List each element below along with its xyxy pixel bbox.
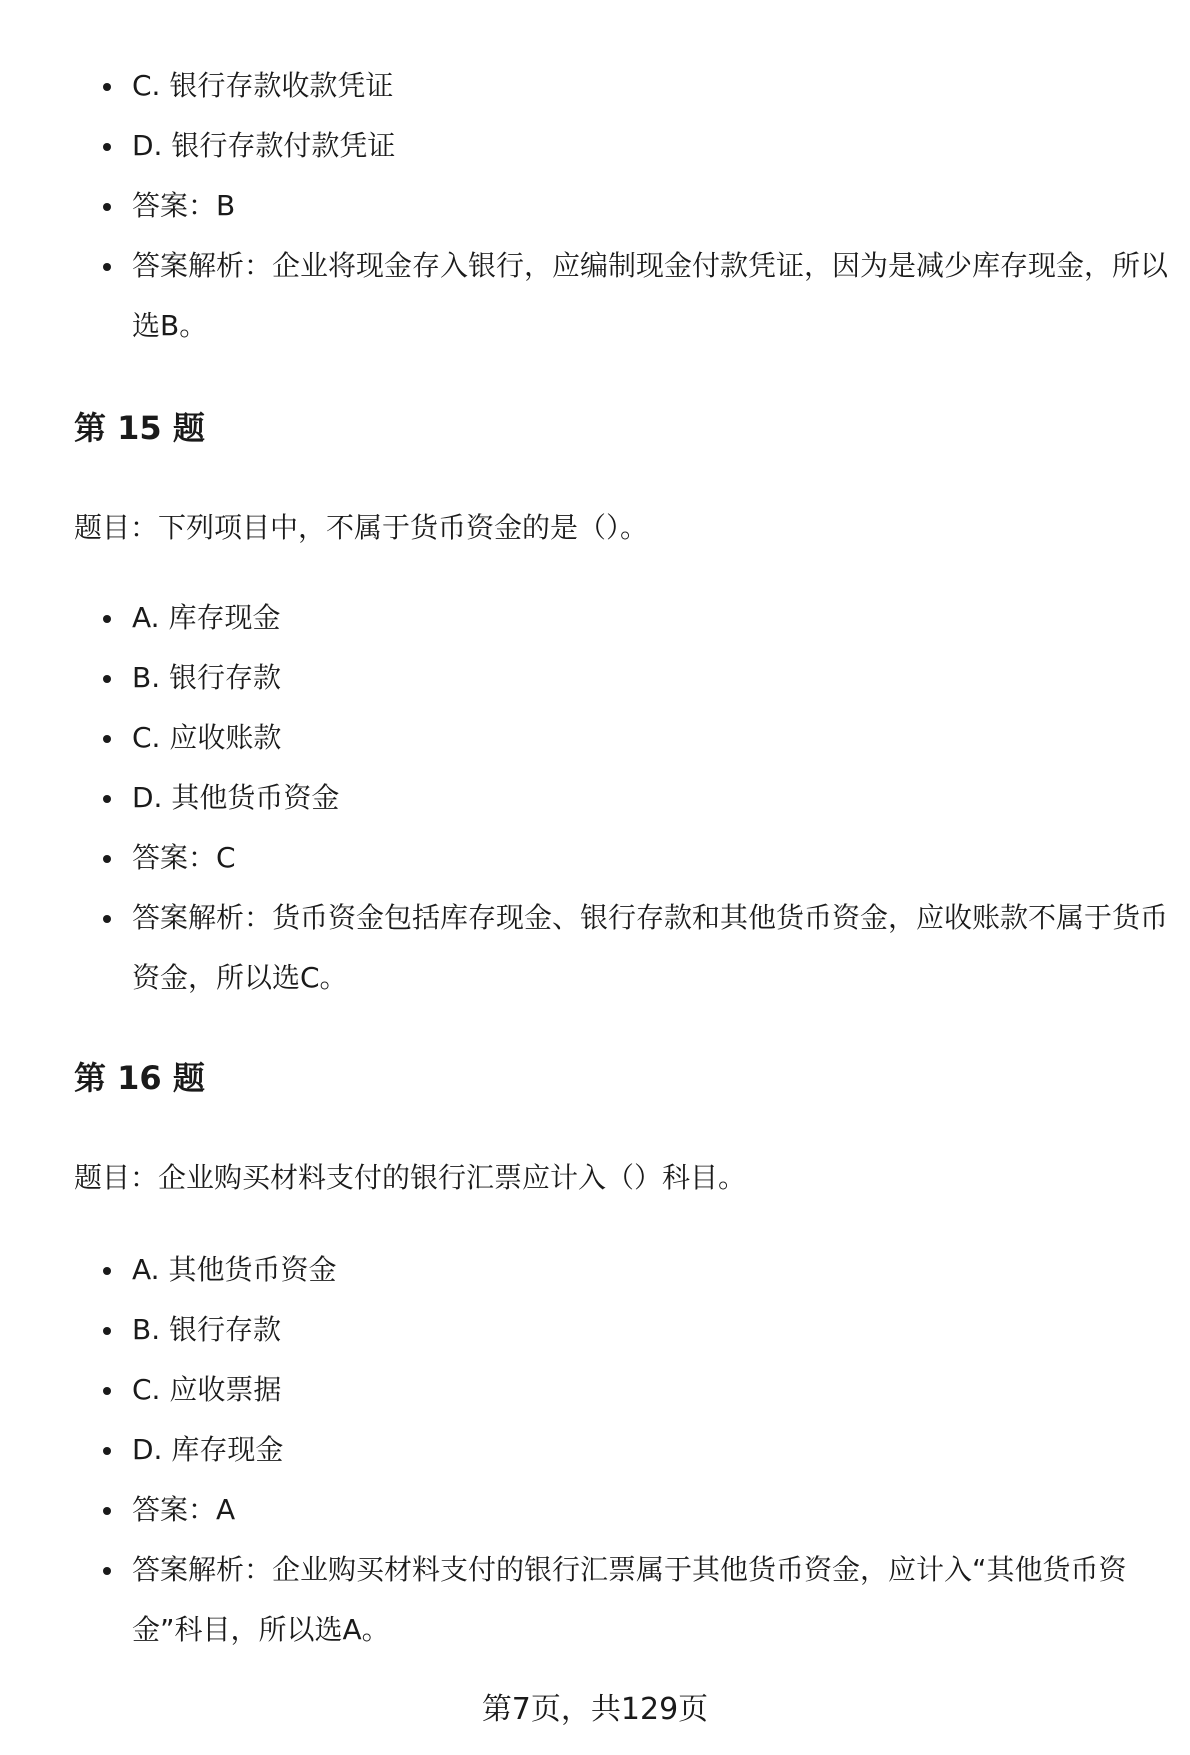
question-15-text: 题目：下列项目中，不属于货币资金的是（）。 (74, 511, 649, 544)
question-16-list (0, 1240, 1190, 1660)
answer: 答案：A (0, 1480, 1190, 1540)
answer-explanation: 答案解析：企业将现金存入银行，应编制现金付款凭证，因为是减少库存现金，所以选B。 (0, 236, 1190, 356)
page-number: 第7页，共129页 (481, 1692, 709, 1727)
option-c: C. 银行存款收款凭证 (0, 56, 1190, 116)
answer: 答案：C (0, 828, 1190, 888)
option-b: B. 银行存款 (0, 648, 1190, 708)
option-a: A. 库存现金 (0, 588, 1190, 648)
answer-explanation: 答案解析：货币资金包括库存现金、银行存款和其他货币资金，应收账款不属于货币资金，所以选C。 (0, 888, 1190, 1008)
option-c: C. 应收票据 (0, 1360, 1190, 1420)
option-c: C. 应收账款 (0, 708, 1190, 768)
option-b: B. 银行存款 (0, 1300, 1190, 1360)
question-16-text: 题目：企业购买材料支付的银行汇票应计入（）科目。 (74, 1161, 747, 1194)
question-16-heading: 第 16 题 (74, 1059, 205, 1097)
question-15-list (0, 588, 1190, 1008)
option-d: D. 银行存款付款凭证 (0, 116, 1190, 176)
prev-question-list (0, 56, 1190, 356)
option-d: D. 其他货币资金 (0, 768, 1190, 828)
answer: 答案：B (0, 176, 1190, 236)
answer-explanation: 答案解析：企业购买材料支付的银行汇票属于其他货币资金，应计入“其他货币资金”科目，所以选A。 (0, 1540, 1190, 1660)
option-d: D. 库存现金 (0, 1420, 1190, 1480)
option-a: A. 其他货币资金 (0, 1240, 1190, 1300)
question-15-heading: 第 15 题 (74, 409, 205, 447)
